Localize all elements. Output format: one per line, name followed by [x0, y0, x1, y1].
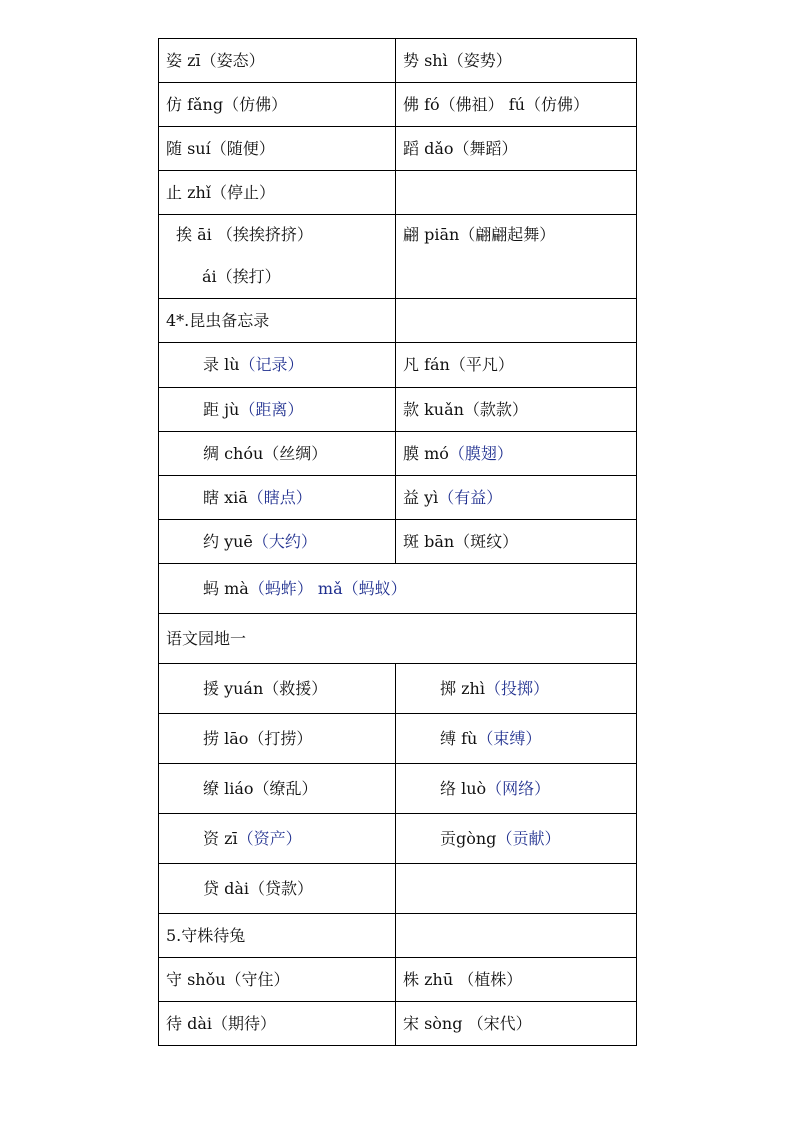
entry-shi: 势 shì（姿势） — [403, 50, 512, 70]
empty-cell — [396, 171, 637, 215]
entry-song: 宋 sòng （宋代） — [403, 1013, 532, 1033]
entry-fang: 仿 fǎng（仿佛） — [166, 94, 288, 114]
table-row — [159, 958, 637, 1002]
table-row — [159, 714, 637, 764]
entry-luo: 络 luò（网络） — [440, 778, 551, 798]
table-row — [159, 614, 637, 664]
table-row — [159, 432, 637, 476]
table-row — [159, 814, 637, 864]
entry-dai-wait: 待 dài（期待） — [166, 1013, 276, 1033]
entry-yi: 益 yì（有益） — [403, 487, 503, 507]
entry-fan: 凡 fán（平凡） — [403, 355, 514, 374]
table-row — [159, 764, 637, 814]
entry-sui: 随 suí（随便） — [166, 138, 275, 158]
entry-gong: 贡gòng（贡献） — [440, 828, 561, 848]
table-row — [159, 564, 637, 614]
table-row — [159, 215, 637, 299]
table-row — [159, 476, 637, 520]
table-row — [159, 299, 637, 343]
table-row — [159, 171, 637, 215]
section-heading-yuwen: 语文园地一 — [166, 628, 247, 648]
entry-ai-2: ái（挨打） — [202, 267, 281, 286]
table-row — [159, 39, 637, 83]
empty-cell — [396, 299, 637, 343]
entry-xia: 瞎 xiā（瞎点） — [203, 487, 312, 507]
table-row — [159, 664, 637, 714]
entry-zi-2: 资 zī（资产） — [203, 828, 302, 848]
entry-fo: 佛 fó（佛祖） fú（仿佛） — [403, 94, 589, 114]
entry-mo: 膜 mó（膜翅） — [403, 443, 513, 463]
entry-liao: 缭 liáo（缭乱） — [203, 778, 318, 798]
table-row — [159, 127, 637, 171]
table-row — [159, 520, 637, 564]
vocabulary-table — [158, 38, 637, 1046]
table-row — [159, 914, 637, 958]
table-row — [159, 343, 637, 388]
section-heading-4: 4*.昆虫备忘录 — [166, 310, 270, 330]
entry-dao: 蹈 dǎo（舞蹈） — [403, 138, 518, 158]
entry-zhi-throw: 掷 zhì（投掷） — [440, 678, 549, 698]
table-row — [159, 1002, 637, 1046]
entry-ai-1: 挨 āi （挨挨挤挤） — [176, 225, 313, 244]
table-row — [159, 388, 637, 432]
entry-shou: 守 shǒu（守住） — [166, 969, 290, 989]
section-heading-5: 5.守株待兔 — [166, 925, 246, 945]
entry-lao: 捞 lāo（打捞） — [203, 728, 313, 748]
entry-fu: 缚 fù（束缚） — [440, 728, 542, 748]
entry-kuan: 款 kuǎn（款款） — [403, 399, 528, 419]
entry-lu: 录 lù（记录） — [203, 355, 304, 374]
entry-yue: 约 yuē（大约） — [203, 531, 317, 551]
entry-ban: 斑 bān（斑纹） — [403, 531, 519, 551]
table-row — [159, 864, 637, 914]
entry-zhi: 止 zhǐ（停止） — [166, 182, 275, 202]
entry-ma: 蚂 mà（蚂蚱） mǎ（蚂蚁） — [203, 578, 407, 598]
entry-chou: 绸 chóu（丝绸） — [203, 443, 328, 463]
entry-yuan: 援 yuán（救援） — [203, 678, 328, 698]
empty-cell — [396, 914, 637, 958]
entry-pian: 翩 piān（翩翩起舞） — [403, 225, 556, 244]
empty-cell — [396, 864, 637, 914]
entry-zi: 姿 zī（姿态） — [166, 50, 265, 70]
table-row — [159, 83, 637, 127]
entry-dai: 贷 dài（贷款） — [203, 878, 313, 898]
entry-ju: 距 jù（距离） — [203, 399, 304, 419]
entry-zhu: 株 zhū （植株） — [403, 969, 523, 989]
